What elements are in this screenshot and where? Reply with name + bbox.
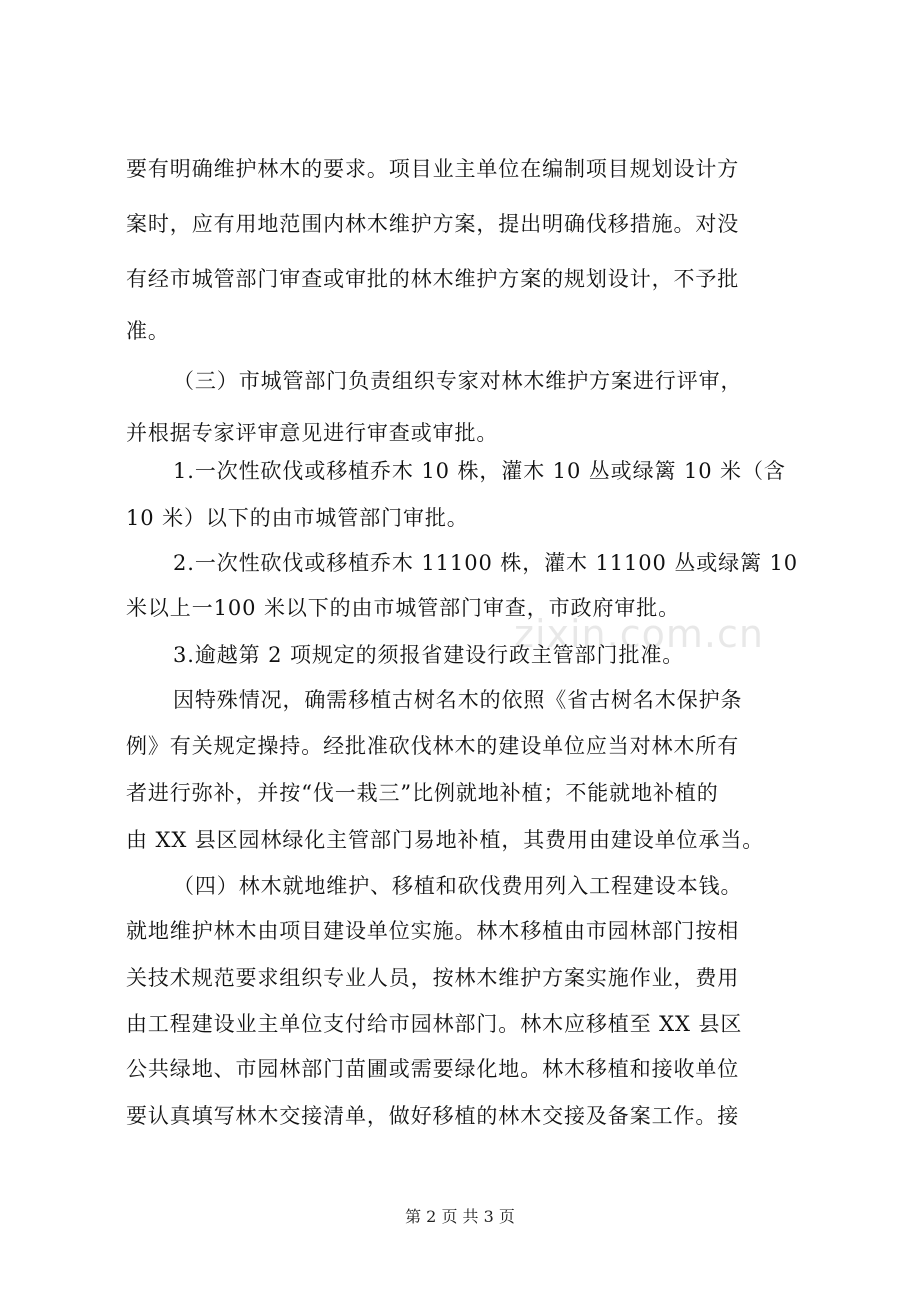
body-line-6: 并根据专家评审意见进行审查或审批。	[126, 421, 499, 445]
body-line-7: 1.一次性砍伐或移植乔木 10 株，灌木 10 丛或绿篱 10 米（含	[173, 459, 786, 483]
body-line-4: 准。	[126, 319, 170, 343]
body-line-11: 3.逾越第 2 项规定的须报省建设行政主管部门批准。	[173, 643, 685, 667]
body-line-15: 由 XX 县区园林绿化主管部门易地补植，其费用由建设单位承当。	[126, 828, 765, 852]
body-line-5: （三）市城管部门负责组织专家对林木维护方案进行评审，	[173, 369, 743, 393]
body-line-16: （四）林木就地维护、移植和砍伐费用列入工程建设本钱。	[173, 874, 743, 898]
body-line-14: 者进行弥补，并按“伐一栽三”比例就地补植；不能就地补植的	[126, 781, 719, 805]
page-footer: 第 2 页 共 3 页	[405, 1207, 515, 1226]
body-line-17: 就地维护林木由项目建设单位实施。林木移植由市园林部门按相	[126, 919, 740, 943]
watermark: zixin.com.cn	[514, 612, 764, 656]
body-line-3: 有经市城管部门审查或审批的林木维护方案的规划设计，不予批	[126, 267, 740, 291]
body-line-21: 要认真填写林木交接清单，做好移植的林木交接及备案工作。接	[126, 1104, 740, 1128]
body-line-9: 2.一次性砍伐或移植乔木 11100 株，灌木 11100 丛或绿篱 10	[173, 551, 799, 575]
body-line-8: 10 米）以下的由市城管部门审批。	[126, 506, 469, 530]
body-line-1: 要有明确维护林木的要求。项目业主单位在编制项目规划设计方	[126, 157, 740, 181]
body-line-13: 例》有关规定操持。经批准砍伐林木的建设单位应当对林木所有	[126, 734, 740, 758]
body-line-18: 关技术规范要求组织专业人员，按林木维护方案实施作业，费用	[126, 966, 740, 990]
body-line-12: 因特殊情况，确需移植古树名木的依照《省古树名木保护条	[173, 688, 743, 712]
body-line-19: 由工程建设业主单位支付给市园林部门。林木应移植至 XX 县区	[126, 1012, 743, 1036]
body-line-20: 公共绿地、市园林部门苗圃或需要绿化地。林木移植和接收单位	[126, 1057, 740, 1081]
body-line-2: 案时，应有用地范围内林木维护方案，提出明确伐移措施。对没	[126, 212, 740, 236]
body-line-10: 米以上一100 米以下的由市城管部门审查，市政府审批。	[126, 596, 681, 620]
